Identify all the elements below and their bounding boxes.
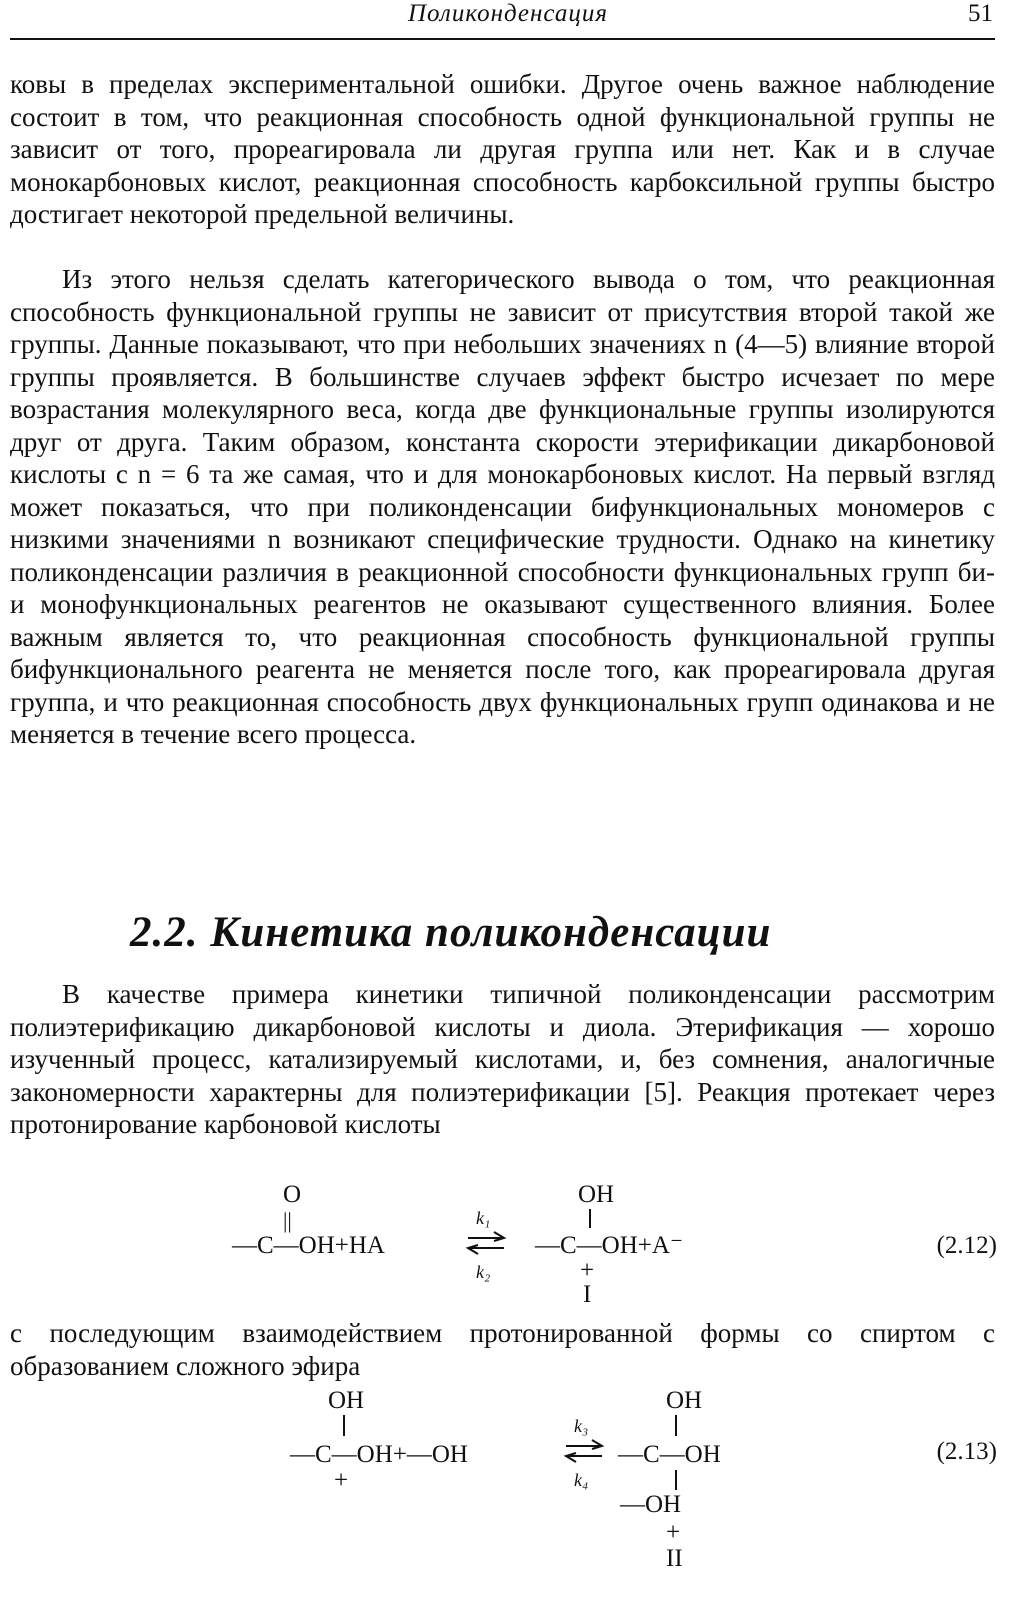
eq1-double-bond: || bbox=[283, 1208, 292, 1233]
paragraph-continuation: ковы в пределах экспериментальной ошибки. Другое очень важное наблюдение состоит в том, что реакционная способность одной функциональной группы не зависит от того, прореагировала ли другая группа или нет. Как и в случае монокарбоновых кислот, реакционная способность карбоксильной группы быстро достигает некоторой предельной величины. bbox=[10, 69, 995, 229]
equation-2-12 bbox=[231, 1181, 683, 1308]
equation-number-2-12: (2.12) bbox=[936, 1232, 997, 1259]
section-heading: 2.2. Кинетика поликонденсации bbox=[130, 909, 772, 956]
eq2-right-formula: —C—OH bbox=[618, 1441, 721, 1468]
eq1-intermediate-label: I bbox=[583, 1281, 592, 1308]
eq2-k-reverse: k₄ bbox=[574, 1470, 589, 1490]
eq2-reverse-arrowhead bbox=[566, 1453, 576, 1462]
eq2-left-hydroxyl: OH bbox=[328, 1387, 365, 1414]
eq2-charge: + bbox=[666, 1519, 681, 1546]
equation-2-13 bbox=[289, 1387, 721, 1572]
eq2-intermediate-label: II bbox=[666, 1545, 683, 1572]
eq1-k-forward: k₁ bbox=[476, 1208, 491, 1228]
eq2-left-charge: + bbox=[334, 1467, 349, 1494]
paragraph-kinetics-intro: В качестве примера кинетики типичной поликонденсации рассмотрим полиэтерификацию дикарбоновой кислоты и диола. Этерификация — хорошо изученный процесс, катализируемый кислотами, и, без сомнения, аналогичные закономерности характерны для полиэтерификации [5]. Реакция протекает через протонирование карбоновой кислоты bbox=[10, 979, 995, 1139]
eq2-right-hydroxyl: OH bbox=[666, 1387, 703, 1414]
eq2-k-forward: k₃ bbox=[574, 1416, 589, 1436]
equation-number-2-13: (2.13) bbox=[936, 1438, 997, 1465]
running-title: Поликонденсация bbox=[408, 0, 608, 27]
eq2-left-formula: —C—OH+—OH bbox=[290, 1441, 468, 1468]
eq1-right-hydroxyl: OH bbox=[578, 1181, 615, 1208]
page-number: 51 bbox=[968, 0, 993, 27]
eq2-right-ether-oxygen: —OH bbox=[620, 1491, 682, 1518]
eq1-forward-arrowhead bbox=[494, 1232, 504, 1241]
eq1-k-reverse: k₂ bbox=[476, 1262, 491, 1282]
eq2-forward-arrowhead bbox=[592, 1440, 602, 1449]
paragraph-reactivity: Из этого нельзя сделать категорического вывода о том, что реакционная способность функциональной группы не зависит от присутствия второй такой же группы. Данные показывают, что при небольших значениях n (4—5) влияние второй группы проявляется. В большинстве случаев эффект быстро исчезает по мере возрастания молекулярного веса, когда две функциональные группы изолируются друг от друга. Таким образом, константа скорости этерификации дикарбоновой кислоты с n = 6 та же самая, что и для монокарбоновых кислот. На первый взгляд может показаться, что при поликонденсации бифункциональных мономеров с низкими значениями n возникают специфические трудности. Однако на кинетику поликонденсации различия в реакционной способности функциональных групп би- и монофункциональных реагентов не оказывают существенного влияния. Более важным является то, что реакционная способность функциональной группы бифункционального реагента не меняется после того, как прореагировала другая группа, и что реакционная способность двух функциональных групп одинакова и не меняется в течение всего процесса. bbox=[10, 264, 995, 749]
paragraph-protonated-form: с последующим взаимодействием протонированной формы со спиртом с образованием сложного эфира bbox=[10, 1318, 995, 1381]
eq1-charge: + bbox=[580, 1257, 595, 1284]
eq1-left-formula: —C—OH+HA bbox=[232, 1232, 385, 1259]
eq1-carbonyl-oxygen: O bbox=[283, 1181, 302, 1208]
eq1-reverse-arrowhead bbox=[468, 1245, 478, 1254]
eq1-right-formula: —C—OH+A⁻ bbox=[535, 1232, 684, 1259]
